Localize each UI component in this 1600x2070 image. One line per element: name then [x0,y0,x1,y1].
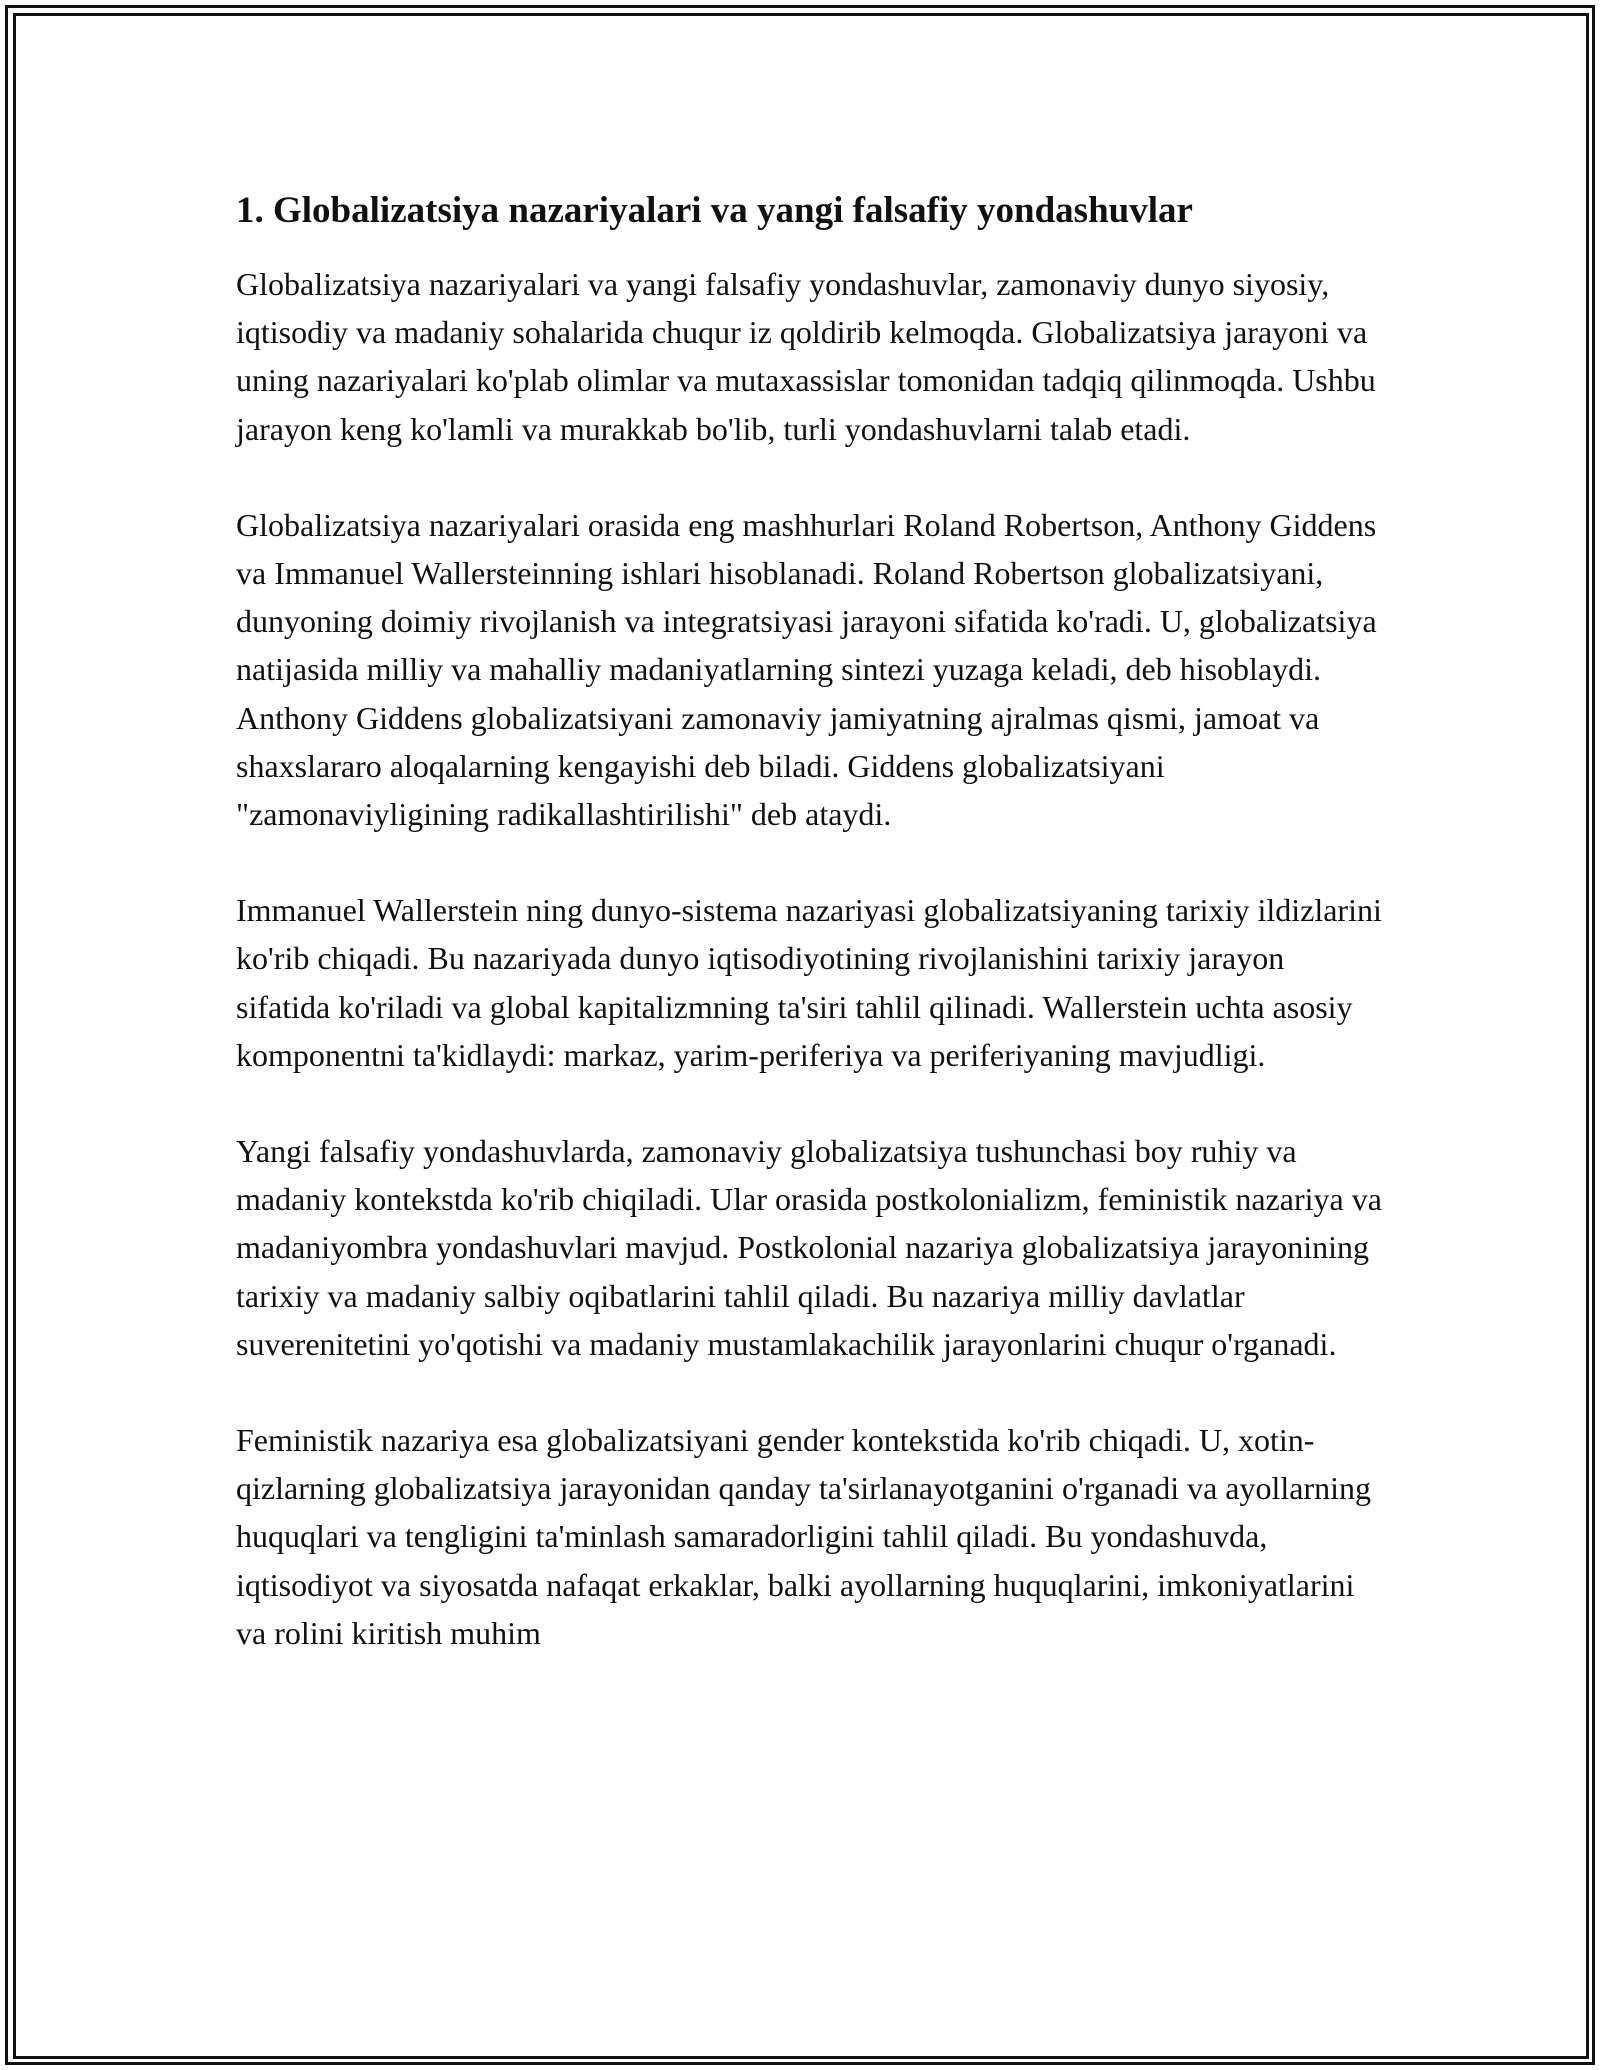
paragraph-4: Yangi falsafiy yondashuvlarda, zamonaviy globalizatsiya tushunchasi boy ruhiy va madaniy kontekstda ko'rib chiqiladi. Ular orasida postkolonializm, feministik nazariya va madaniyombra yondashuvlari mavjud. Postkolonial nazariya globalizatsiya jarayonining tarixiy va madaniy salbiy oqibatlarini tahlil qiladi. Bu nazariya milliy davlatlar suverenitetini yo'qotishi va madaniy mustamlakachilik jarayonlarini chuqur o'rganadi. [236,1133,1382,1362]
paragraph-2: Globalizatsiya nazariyalari orasida eng mashhurlari Roland Robertson, Anthony Giddens va Immanuel Wallersteinning ishlari hisoblanadi. Roland Robertson globalizatsiyani, dunyoning doimiy rivojlanish va integratsiyasi jarayoni sifatida ko'radi. U, globalizatsiya natijasida milliy va mahalliy madaniyatlarning sintezi yuzaga keladi, deb hisoblaydi. Anthony Giddens globalizatsiyani zamonaviy jamiyatning ajralmas qismi, jamoat va shaxslararo aloqalarning kengayishi deb biladi. Giddens globalizatsiyani "zamonaviyligining radikallashtirilishi" deb ataydi. [236,506,1377,833]
section-heading: 1. Globalizatsiya nazariyalari va yangi falsafiy yondashuvlar [236,190,1193,231]
paragraph-5: Feministik nazariya esa globalizatsiyani gender kontekstida ko'rib chiqadi. U, xotin-qizlarning globalizatsiya jarayonidan qanday ta'sirlanayotganini o'rganadi va ayollarning huquqlari va tengligini ta'minlash samaradorligini tahlil qiladi. Bu yondashuvda, iqtisodiyot va siyosatda nafaqat erkaklar, balki ayollarning huquqlarini, imkoniyatlarini va rolini kiritish muhim [236,1422,1372,1651]
document-body [236,186,1386,1657]
paragraph-3: Immanuel Wallerstein ning dunyo-sistema nazariyasi globalizatsiyaning tarixiy ildizlarini ko'rib chiqadi. Bu nazariyada dunyo iqtisodiyotining rivojlanishini tarixiy jarayon sifatida ko'riladi va global kapitalizmning ta'siri tahlil qilinadi. Wallerstein uchta asosiy komponentni ta'kidlaydi: markaz, yarim-periferiya va periferiyaning mavjudligi. [236,892,1382,1073]
paragraph-1: Globalizatsiya nazariyalari va yangi falsafiy yondashuvlar, zamonaviy dunyo siyosiy, iqtisodiy va madaniy sohalarida chuqur iz qoldirib kelmoqda. Globalizatsiya jarayoni va uning nazariyalari ko'plab olimlar va mutaxassislar tomonidan tadqiq qilinmoqda. Ushbu jarayon keng ko'lamli va murakkab bo'lib, turli yondashuvlarni talab etadi. [236,266,1376,447]
